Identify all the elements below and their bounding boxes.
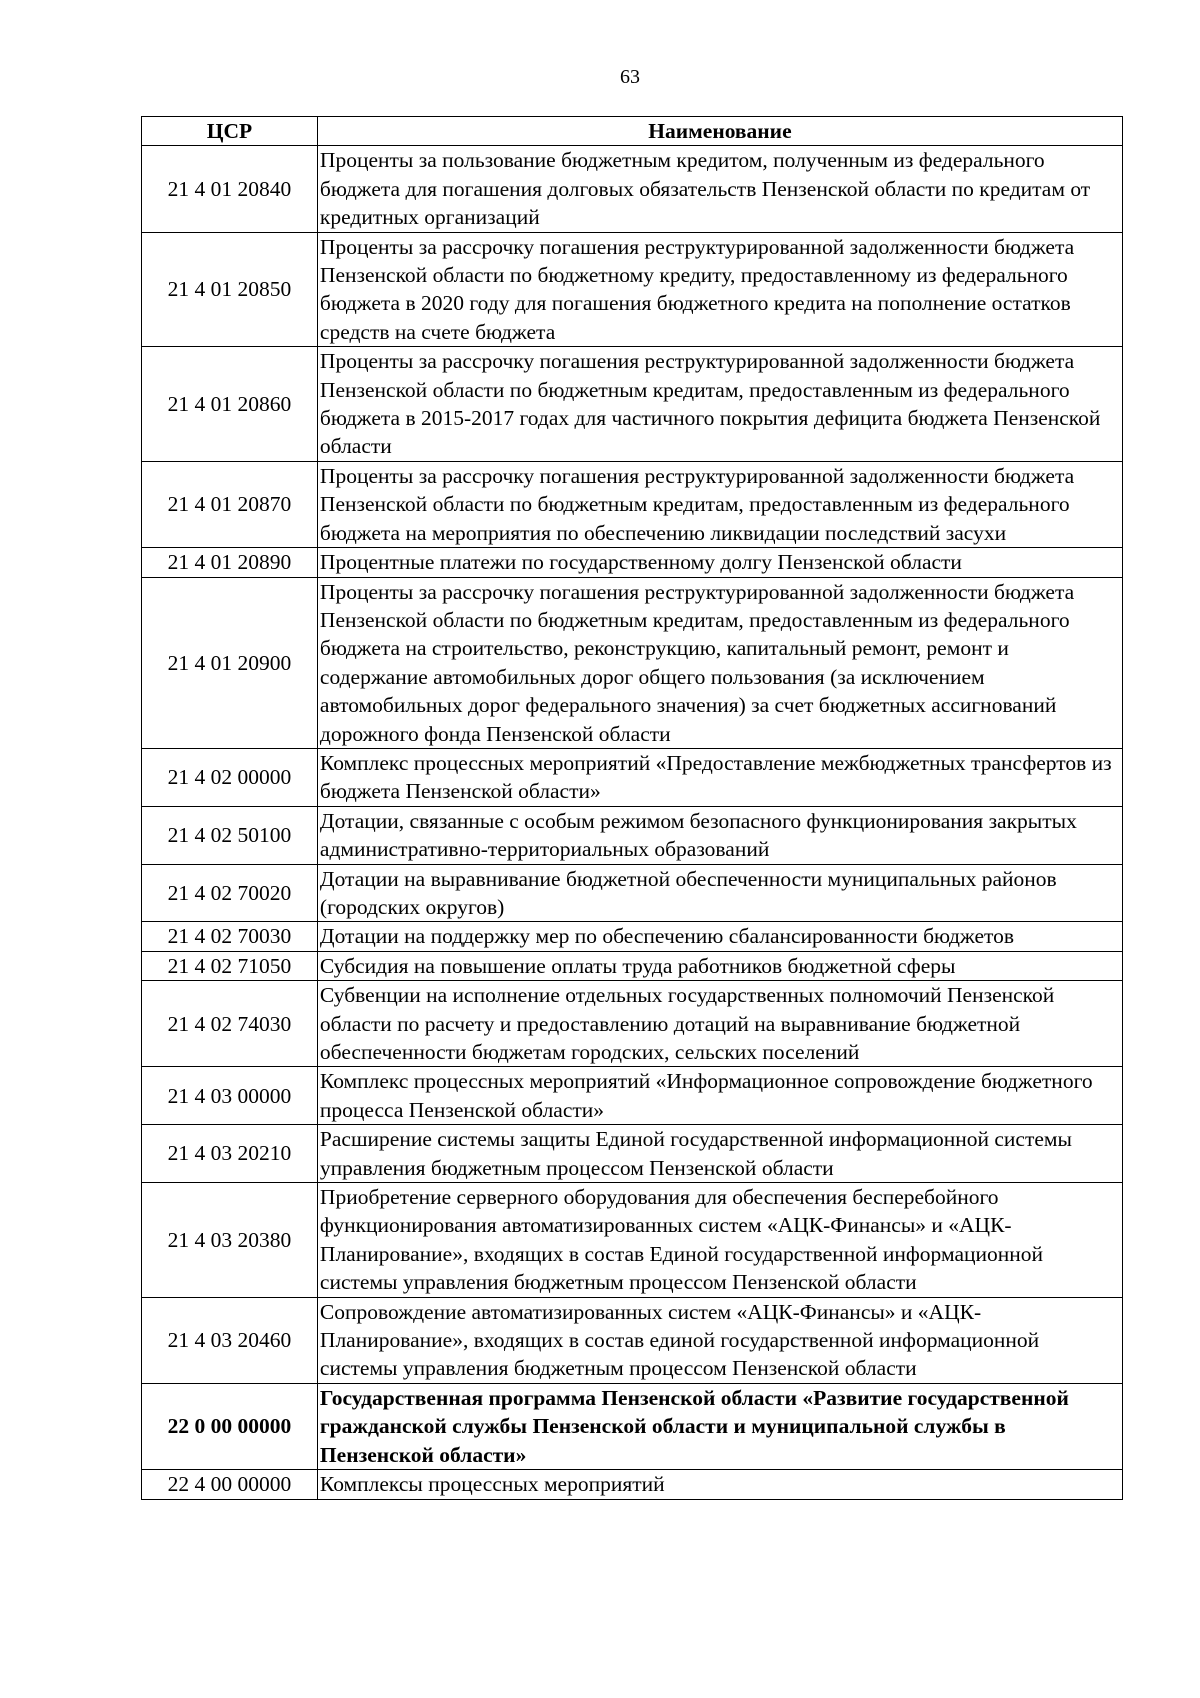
row-code: 21 4 01 20850 [142,232,318,347]
row-code: 21 4 02 70020 [142,864,318,922]
table-row [142,347,1123,462]
header-code: ЦСР [142,117,318,146]
table-row [142,548,1123,577]
row-name: Дотации на поддержку мер по обеспечению сбалансированности бюджетов [317,922,1122,951]
row-code: 21 4 01 20840 [142,146,318,232]
row-name: Комплексы процессных мероприятий [317,1470,1122,1499]
row-code: 22 4 00 00000 [142,1470,318,1499]
row-code: 21 4 01 20890 [142,548,318,577]
row-code: 21 4 02 70030 [142,922,318,951]
table-row [142,461,1123,547]
row-code: 21 4 01 20860 [142,347,318,462]
table-row [142,146,1123,232]
table-row [142,864,1123,922]
row-code: 21 4 03 00000 [142,1067,318,1125]
row-name: Проценты за рассрочку погашения реструктурированной задолженности бюджета Пензенской области по бюджетным кредитам, предоставленным из федерального бюджета на мероприятия по обеспечению ликвидации последствий засухи [317,461,1122,547]
row-code: 22 0 00 00000 [142,1383,318,1469]
row-code: 21 4 01 20900 [142,577,318,748]
row-name: Дотации, связанные с особым режимом безопасного функционирования закрытых административно-территориальных образований [317,806,1122,864]
table-row [142,1470,1123,1499]
row-name: Проценты за рассрочку погашения реструктурированной задолженности бюджета Пензенской области по бюджетному кредиту, предоставленному из федерального бюджета в 2020 году для погашения бюджетного кредита на пополнение остатков средств на счете бюджета [317,232,1122,347]
table-row [142,1383,1123,1469]
row-name: Сопровождение автоматизированных систем «АЦК-Финансы» и «АЦК-Планирование», входящих в состав единой государственной информационной системы управления бюджетным процессом Пензенской области [317,1297,1122,1383]
row-name: Проценты за рассрочку погашения реструктурированной задолженности бюджета Пензенской области по бюджетным кредитам, предоставленным из федерального бюджета на строительство, реконструкцию, капитальный ремонт, ремонт и содержание автомобильных дорог общего пользования (за исключением автомобильных дорог федерального значения) за счет бюджетных ассигнований дорожного фонда Пензенской области [317,577,1122,748]
row-code: 21 4 02 00000 [142,748,318,806]
table-row [142,1183,1123,1298]
table-row [142,232,1123,347]
budget-classification-table [141,116,1123,1500]
table-body [142,146,1123,1499]
page-number: 63 [620,66,640,88]
table-row [142,981,1123,1067]
row-code: 21 4 03 20460 [142,1297,318,1383]
row-name: Государственная программа Пензенской области «Развитие государственной гражданской службы Пензенской области и муниципальной службы в Пензенской области» [317,1383,1122,1469]
table-row [142,748,1123,806]
row-code: 21 4 03 20380 [142,1183,318,1298]
table-row [142,951,1123,980]
row-name: Субвенции на исполнение отдельных государственных полномочий Пензенской области по расчету и предоставлению дотаций на выравнивание бюджетной обеспеченности бюджетам городских, сельских поселений [317,981,1122,1067]
table-header-row [142,117,1123,146]
row-name: Процентные платежи по государственному долгу Пензенской области [317,548,1122,577]
row-name: Проценты за пользование бюджетным кредитом, полученным из федерального бюджета для погашения долговых обязательств Пензенской области по кредитам от кредитных организаций [317,146,1122,232]
row-code: 21 4 02 74030 [142,981,318,1067]
row-name: Дотации на выравнивание бюджетной обеспеченности муниципальных районов (городских округов) [317,864,1122,922]
row-code: 21 4 02 71050 [142,951,318,980]
row-code: 21 4 03 20210 [142,1125,318,1183]
table-row [142,1067,1123,1125]
table-row [142,1125,1123,1183]
row-name: Субсидия на повышение оплаты труда работников бюджетной сферы [317,951,1122,980]
row-code: 21 4 02 50100 [142,806,318,864]
header-name: Наименование [317,117,1122,146]
row-name: Приобретение серверного оборудования для обеспечения бесперебойного функционирования автоматизированных систем «АЦК-Финансы» и «АЦК-Планирование», входящих в состав Единой государственной информационной системы управления бюджетным процессом Пензенской области [317,1183,1122,1298]
row-name: Расширение системы защиты Единой государственной информационной системы управления бюджетным процессом Пензенской области [317,1125,1122,1183]
row-name: Проценты за рассрочку погашения реструктурированной задолженности бюджета Пензенской области по бюджетным кредитам, предоставленным из федерального бюджета в 2015-2017 годах для частичного покрытия дефицита бюджета Пензенской области [317,347,1122,462]
row-name: Комплекс процессных мероприятий «Предоставление межбюджетных трансфертов из бюджета Пензенской области» [317,748,1122,806]
row-code: 21 4 01 20870 [142,461,318,547]
table-row [142,806,1123,864]
row-name: Комплекс процессных мероприятий «Информационное сопровождение бюджетного процесса Пензенской области» [317,1067,1122,1125]
table-row [142,1297,1123,1383]
table-row [142,577,1123,748]
table-row [142,922,1123,951]
